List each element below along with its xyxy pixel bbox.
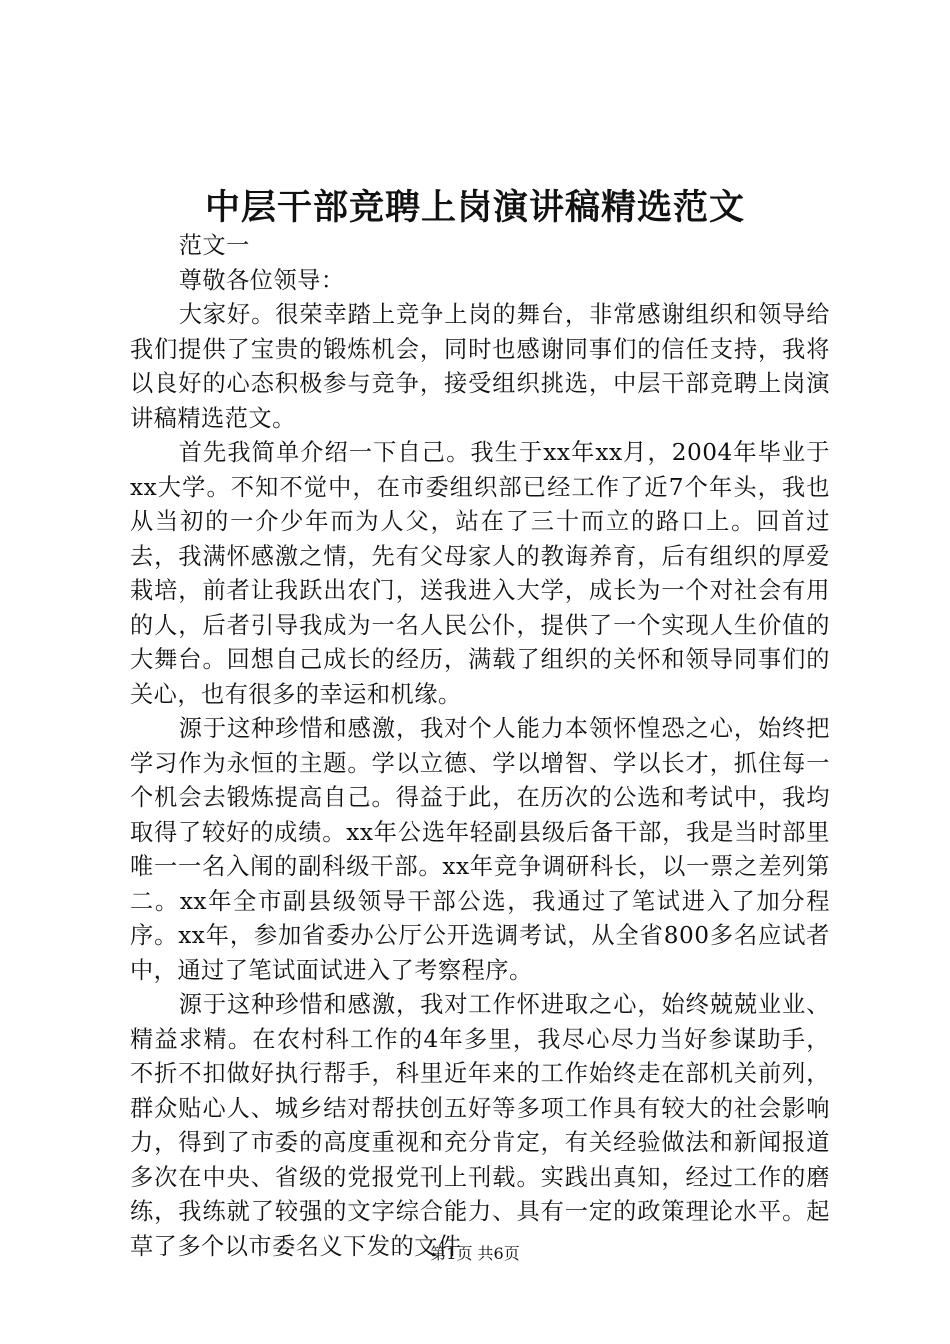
document-title: 中层干部竞聘上岗演讲稿精选范文 — [204, 187, 745, 228]
paragraph: 源于这种珍惜和感激，我对个人能力本领怀惶恐之心，始终把学习作为永恒的主题。学以立德、学以增智、学以长才，抓住每一个机会去锻炼提高自己。得益于此，在历次的公选和考试中，我均取得了较好的成绩。xx年公选年轻副县级后备干部，我是当时部里唯一一名入闱的副科级干部。xx年竞争调研科长，以一票之差列第二。xx年全市副县级领导干部公选，我通过了笔试进入了加分程序。xx年，参加省委办公厅公开选调考试，从全省800多名应试者中，通过了笔试面试进入了考察程序。 — [130, 715, 830, 984]
paragraph: 源于这种珍惜和感激，我对工作怀进取之心，始终兢兢业业、精益求精。在农村科工作的4年多里，我尽心尽力当好参谋助手，不折不扣做好执行帮手，科里近年来的工作始终走在部机关前列，群众贴心人、城乡结对帮扶创五好等多项工作具有较大的社会影响力，得到了市委的高度重视和充分肯定，有关经验做法和新闻报道多次在中央、省级的党报党刊上刊载。实践出真知，经过工作的磨练，我练就了较强的文字综合能力、具有一定的政策理论水平。起草了多个以市委名义下发的文件 — [130, 991, 830, 1260]
salutation: 尊敬各位领导： — [178, 266, 345, 294]
paragraph: 首先我简单介绍一下自己。我生于xx年xx月，2004年毕业于xx大学。不知不觉中，在市委组织部已经工作了近7个年头，我也从当初的一介少年而为人父，站在了三十而立的路口上。回首过去，我满怀感激之情，先有父母家人的教诲养育，后有组织的厚爱栽培，前者让我跃出农门，送我进入大学，成长为一个对社会有用的人，后者引导我成为一名人民公仆，提供了一个实现人生价值的大舞台。回想自己成长的经历，满载了组织的关怀和领导同事们的关心，也有很多的幸运和机缘。 — [130, 439, 830, 708]
paragraph: 大家好。很荣幸踏上竞争上岗的舞台，非常感谢组织和领导给我们提供了宝贵的锻炼机会，同时也感谢同事们的信任支持，我将以良好的心态积极参与竞争，接受组织挑选，中层干部竞聘上岗演讲稿精选范文。 — [130, 301, 830, 432]
page-number-footer: 第1页 共6页 — [430, 1244, 520, 1263]
section-heading: 范文一 — [178, 232, 250, 259]
document-body — [130, 229, 830, 1264]
